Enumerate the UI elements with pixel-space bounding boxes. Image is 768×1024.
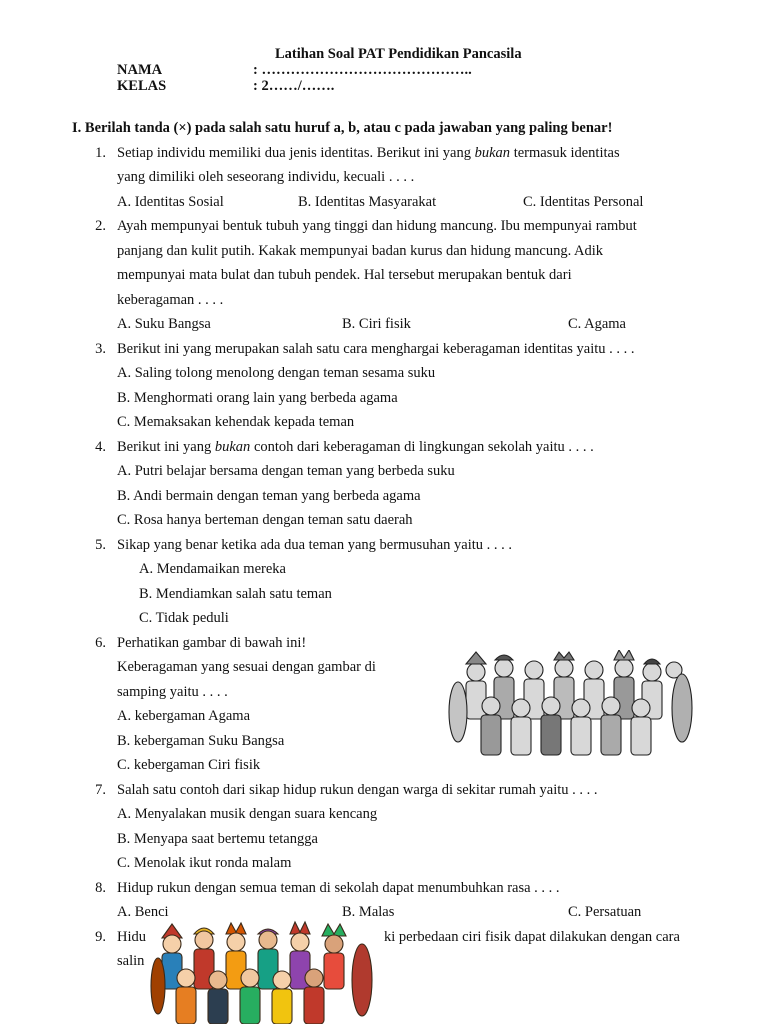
option-c[interactable]: C. kebergaman Ciri fisik <box>117 757 261 773</box>
option-b[interactable]: B. Menyapa saat bertemu tetangga <box>117 831 318 847</box>
option-c[interactable]: C. Menolak ikut ronda malam <box>117 855 292 871</box>
option-c[interactable]: C. Memaksakan kehendak kepada teman <box>117 414 355 430</box>
question-text: yang dimiliki oleh seseorang individu, kecuali . . . . <box>117 169 415 185</box>
section-instruction: I. Berilah tanda (×) pada salah satu huruf a, b, atau c pada jawaban yang paling benar! <box>72 120 613 136</box>
option-b[interactable]: B. kebergaman Suku Bangsa <box>117 733 285 749</box>
question-number: 3. <box>95 341 106 357</box>
question-text: Setiap individu memiliki dua jenis identitas. Berikut ini yang bukan termasuk identitas <box>117 145 620 161</box>
page-title: Latihan Soal PAT Pendidikan Pancasila <box>275 46 522 62</box>
children-traditional-costumes-illustration <box>150 920 376 1024</box>
question-text: Hidu <box>117 929 146 945</box>
question-text: Salah satu contoh dari sikap hidup rukun dengan warga di sekitar rumah yaitu . . . . <box>117 782 598 798</box>
question-text: Berikut ini yang bukan contoh dari keberagaman di lingkungan sekolah yaitu . . . . <box>117 439 594 455</box>
question-text: salin <box>117 953 145 969</box>
question-text: samping yaitu . . . . <box>117 684 228 700</box>
nama-value: : …………………………………….. <box>253 62 472 78</box>
question-text: Berikut ini yang merupakan salah satu cara menghargai keberagaman identitas yaitu . . . . <box>117 341 635 357</box>
illustration-svg <box>150 920 376 1024</box>
emphasis-text: bukan <box>474 145 511 161</box>
question-text: mempunyai mata bulat dan tubuh pendek. Hal tersebut merupakan bentuk dari <box>117 267 572 283</box>
option-b[interactable]: B. Andi bermain dengan teman yang berbeda agama <box>117 488 421 504</box>
option-a[interactable]: A. Benci <box>117 904 169 920</box>
question-text: panjang dan kulit putih. Kakak mempunyai badan kurus dan hidung mancung. Adik <box>117 243 604 259</box>
option-a[interactable]: A. Identitas Sosial <box>117 194 224 210</box>
option-b[interactable]: B. Mendiamkan salah satu teman <box>139 586 332 602</box>
emphasis-text: bukan <box>214 439 251 455</box>
question-text: Sikap yang benar ketika ada dua teman yang bermusuhan yaitu . . . . <box>117 537 513 553</box>
question-text: Perhatikan gambar di bawah ini! <box>117 635 307 651</box>
option-b[interactable]: B. Ciri fisik <box>342 316 411 332</box>
option-c[interactable]: C. Persatuan <box>568 904 642 920</box>
option-a[interactable]: A. kebergaman Agama <box>117 708 251 724</box>
option-c[interactable]: C. Identitas Personal <box>523 194 644 210</box>
illustration-svg <box>446 650 694 758</box>
question-text: keberagaman . . . . <box>117 292 224 308</box>
option-b[interactable]: B. Malas <box>342 904 395 920</box>
option-a[interactable]: A. Putri belajar bersama dengan teman yang berbeda suku <box>117 463 455 479</box>
question-number: 9. <box>95 929 106 945</box>
nama-label: NAMA <box>117 62 163 78</box>
option-b[interactable]: B. Menghormati orang lain yang berbeda agama <box>117 390 398 406</box>
children-traditional-costumes-illustration <box>446 650 694 758</box>
question-text: Keberagaman yang sesuai dengan gambar di <box>117 659 376 675</box>
option-a[interactable]: A. Mendamaikan mereka <box>139 561 286 577</box>
question-number: 8. <box>95 880 106 896</box>
kelas-label: KELAS <box>117 78 167 94</box>
question-number: 5. <box>95 537 106 553</box>
option-c[interactable]: C. Agama <box>568 316 626 332</box>
question-number: 1. <box>95 145 106 161</box>
question-text: Ayah mempunyai bentuk tubuh yang tinggi dan hidung mancung. Ibu mempunyai rambut <box>117 218 637 234</box>
option-c[interactable]: C. Tidak peduli <box>139 610 229 626</box>
option-a[interactable]: A. Suku Bangsa <box>117 316 211 332</box>
option-c[interactable]: C. Rosa hanya berteman dengan teman satu daerah <box>117 512 413 528</box>
question-number: 7. <box>95 782 106 798</box>
option-b[interactable]: B. Identitas Masyarakat <box>298 194 437 210</box>
question-number: 2. <box>95 218 106 234</box>
option-a[interactable]: A. Saling tolong menolong dengan teman sesama suku <box>117 365 436 381</box>
option-a[interactable]: A. Menyalakan musik dengan suara kencang <box>117 806 378 822</box>
question-text: Hidup rukun dengan semua teman di sekolah dapat menumbuhkan rasa . . . . <box>117 880 560 896</box>
question-number: 4. <box>95 439 106 455</box>
question-text: ki perbedaan ciri fisik dapat dilakukan dengan cara <box>384 929 680 945</box>
kelas-value: : 2……/……. <box>253 78 335 94</box>
question-number: 6. <box>95 635 106 651</box>
